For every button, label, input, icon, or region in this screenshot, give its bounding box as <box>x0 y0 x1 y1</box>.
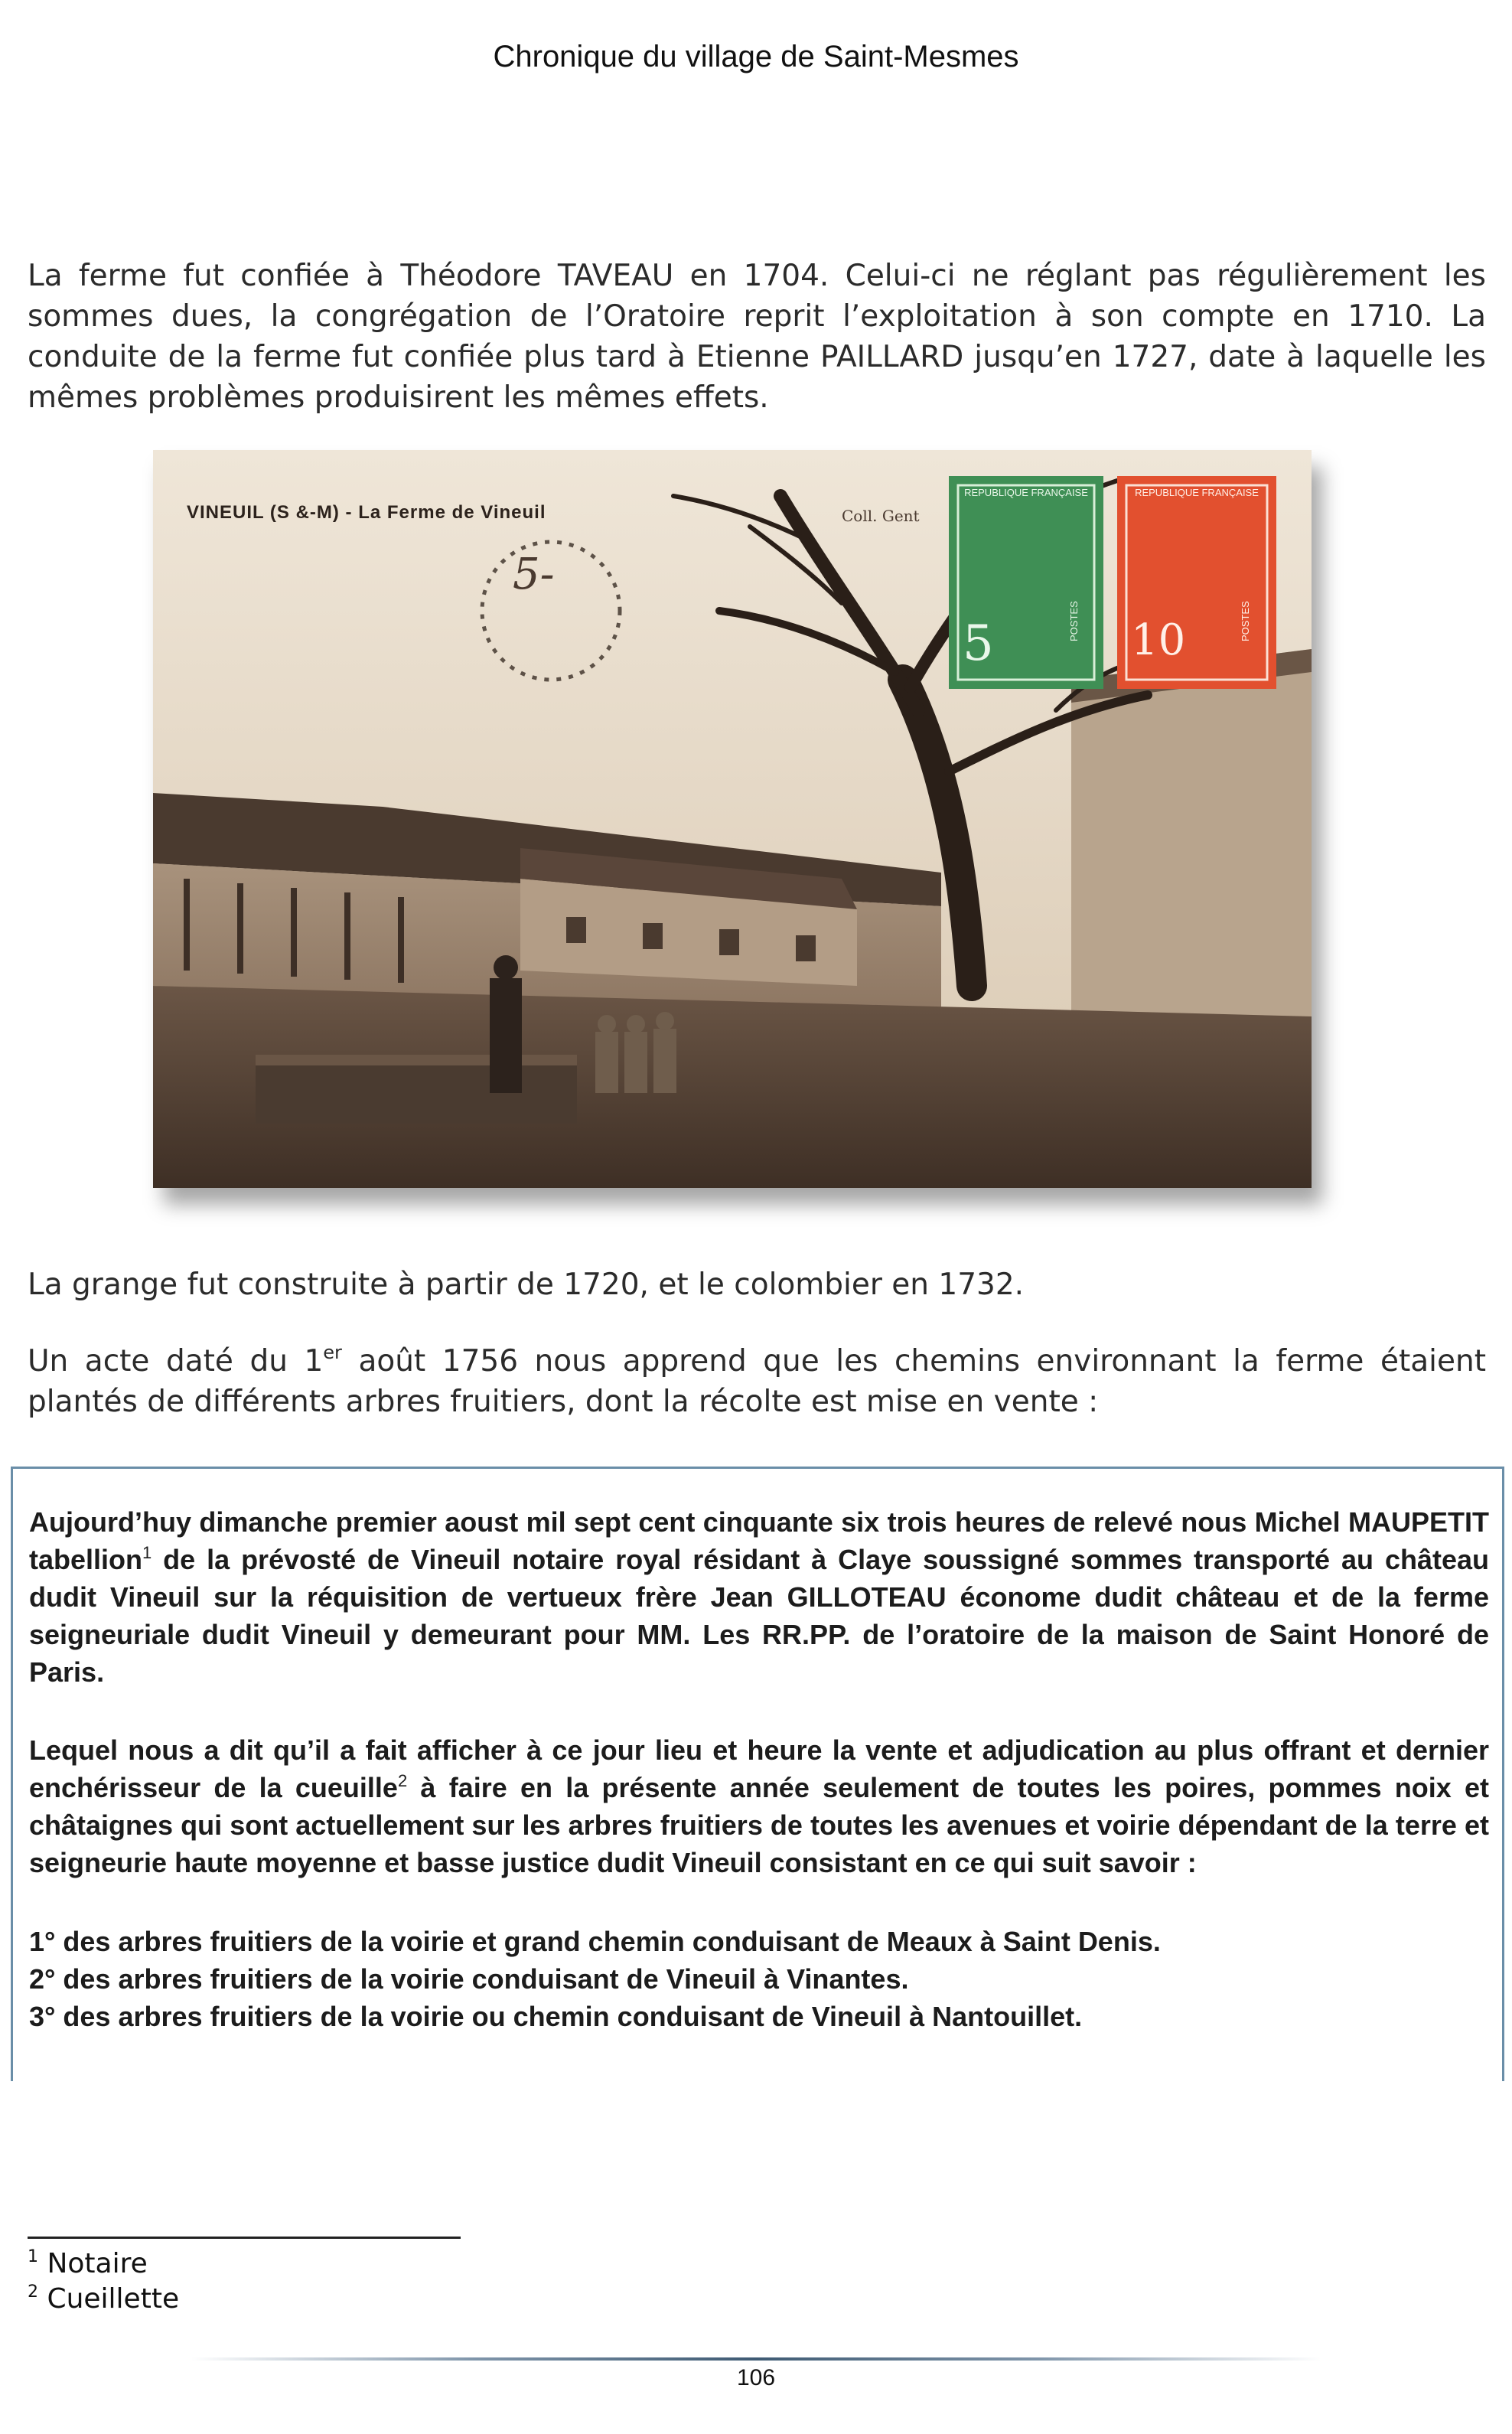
quote-paragraph-2: Lequel nous a dit qu’il a fait afficher à ce jour lieu et heure la vente et adjudication au plus offrant et dernier enchérisseur de la cueuille$^2$ à faire en la présente année seulement de toutes les poires, pommes noix et châtaignes qui sont actuellement sur les arbres fruitiers de toutes les avenues et voirie dépendant de la terre et seigneurie haute moyenne et basse justice dudit Vineuil consistant en ce qui suit savoir : <box>29 1734 1489 1878</box>
footnote-2: $^2$ Cueillette <box>28 2282 180 2315</box>
page-number: 106 <box>736 2365 776 2390</box>
stamp-red-value: 10 <box>1131 615 1186 665</box>
paragraph-farm-history: La ferme fut confiée à Théodore TAVEAU en 1704. Celui-ci ne réglant pas régulièrement les sommes dues, la congrégation de l’Oratoire reprit l’exploitation à son compte en 1710. La conduite de la ferme fut confiée plus tard à Etienne PAILLARD jusqu’en 1727, date à laquelle les mêmes problèmes produisirent les mêmes effets. <box>28 259 1486 415</box>
stamp-red-label: REPUBLIQUE FRANÇAISE <box>1135 487 1259 498</box>
stamp-green-label: REPUBLIQUE FRANÇAISE <box>964 487 1088 498</box>
quote-list-item: 3° des arbres fruitiers de la voirie ou chemin conduisant de Vineuil à Nantouillet. <box>29 2001 1083 2032</box>
quote-list-item: 1° des arbres fruitiers de la voirie et grand chemin conduisant de Meaux à Saint Denis. <box>29 1926 1161 1957</box>
postcard-caption: VINEUIL (S &-M) - La Ferme de Vineuil <box>187 502 546 523</box>
footnote-1: $^1$ Notaire <box>28 2247 148 2279</box>
postcard-handwriting: 5- <box>513 550 555 599</box>
footer-divider <box>191 2357 1321 2361</box>
paragraph-barn: La grange fut construite à partir de 1720, et le colombier en 1732. <box>28 1268 1025 1302</box>
paragraph-act-1756: Un acte daté du 1er août 1756 nous apprend que les chemins environnant la ferme étaient plantés de différents arbres fruitiers, dont la récolte est mise en vente : <box>28 1342 1486 1419</box>
postcard-collection-mark: Coll. Gent <box>842 507 920 525</box>
running-header: Chronique du village de Saint-Mesmes <box>493 40 1019 73</box>
stamp-green-value: 5 <box>963 615 994 672</box>
footnote-separator <box>28 2237 461 2239</box>
stamp-red-side: POSTES <box>1240 601 1251 641</box>
stamp-green-side: POSTES <box>1068 601 1080 641</box>
quote-list-item: 2° des arbres fruitiers de la voirie conduisant de Vineuil à Vinantes. <box>29 1963 909 1995</box>
postcard-photo <box>153 450 1312 1188</box>
quote-paragraph-1: Aujourd’huy dimanche premier aoust mil sept cent cinquante six trois heures de relevé nous Michel MAUPETIT tabellion$^1$ de la prévosté de Vineuil notaire royal résidant à Claye soussigné sommes transporté au château dudit Vineuil sur la réquisition de vertueux frère Jean GILLOTEAU économe dudit château et de la ferme seigneuriale dudit Vineuil y demeurant pour MM. Les RR.PP. de l’oratoire de la maison de Saint Honoré de Paris. <box>29 1506 1489 1688</box>
